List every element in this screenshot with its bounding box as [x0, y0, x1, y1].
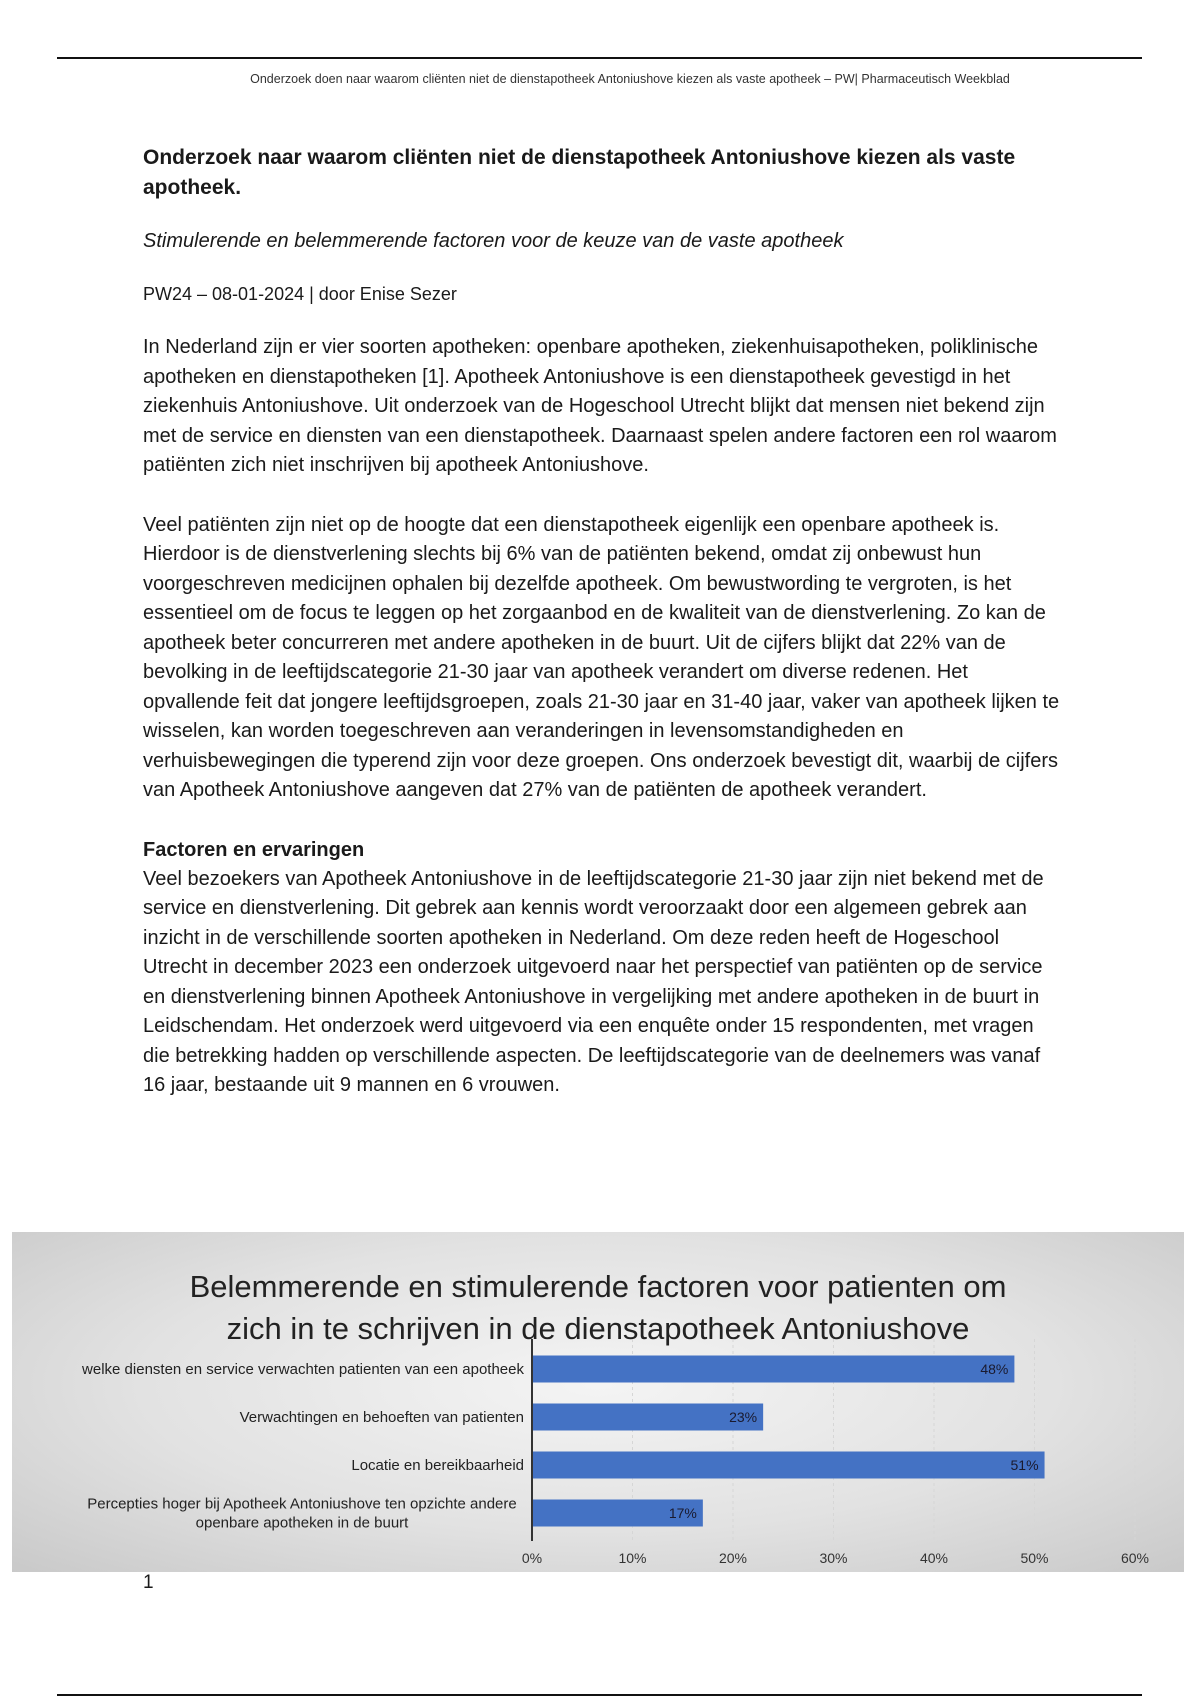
- chart-x-tick-label: 60%: [1120, 1550, 1150, 1566]
- chart-data-label: 23%: [729, 1409, 758, 1425]
- running-header: Onderzoek doen naar waarom cliënten niet de dienstapotheek Antoniushove kiezen als vaste apotheek – PW| Pharmaceutisch Weekblad: [250, 72, 1010, 86]
- chart-x-tick-label: 50%: [1020, 1550, 1049, 1566]
- page-number: 1: [143, 1572, 154, 1593]
- chart-category-label: Locatie en bereikbaarheid: [351, 1457, 524, 1474]
- chart-x-tick-label: 20%: [718, 1550, 748, 1566]
- chart-x-tick-label: 40%: [919, 1550, 949, 1566]
- chart-bar: [533, 1452, 1045, 1479]
- paragraph-intro: In Nederland zijn er vier soorten apotheken: openbare apotheken, ziekenhuisapotheken, poliklinische apotheken en dienstapotheken [1]. Apotheek Antoniushove is een dienstapotheek gevestigd in het ziekenhuis Antoniushove. Uit onderzoek van de Hogeschool Utrecht blijkt dat mensen niet bekend zijn met de service en diensten van een dienstapotheek. Daarnaast spelen andere factoren een rol waarom patiënten zich niet inschrijven bij apotheek Antoniushove.: [143, 336, 1057, 476]
- chart-category-label: welke diensten en service verwachten patienten van een apotheek: [82, 1361, 524, 1378]
- article-subtitle: Stimulerende en belemmerende factoren voor de keuze van de vaste apotheek: [143, 230, 844, 252]
- article-title: Onderzoek naar waarom cliënten niet de dienstapotheek Antoniushove kiezen als vaste apotheek.: [143, 146, 1016, 199]
- chart-category-label: Verwachtingen en behoeften van patienten: [239, 1409, 524, 1426]
- chart-x-tick-label: 10%: [618, 1550, 647, 1566]
- paragraph-awareness: Veel patiënten zijn niet op de hoogte dat een dienstapotheek eigenlijk een openbare apotheek is. Hierdoor is de dienstverlening slechts bij 6% van de patiënten bekend, omdat zij onbewust hun voorgeschreven medicijnen ophalen bij dezelfde apotheek. Om bewustwording te vergroten, is het essentieel om de focus te leggen op het zorgaanbod en de kwaliteit van de dienstverlening. Zo kan de apotheek beter concurreren met andere apotheken in de buurt. Uit de cijfers blijkt dat 22% van de bevolking in de leeftijdscategorie 21-30 jaar van apotheek verandert om diverse redenen. Het opvallende feit dat jongere leeftijdsgroepen, zoals 21-30 jaar en 31-40 jaar, vaker van apotheek lijken te wisselen, kan worden toegeschreven aan veranderingen in levensomstandigheden en verhuisbewegingen die typerend zijn voor deze groepen. Ons onderzoek bevestigt dit, waarbij de cijfers van Apotheek Antoniushove aangeven dat 27% van de patiënten de apotheek verandert.: [143, 513, 1060, 801]
- footer-rule: [57, 1694, 1142, 1696]
- bar-chart: [12, 1232, 1184, 1572]
- chart-category-label: Percepties hoger bij Apotheek Antoniushove ten opzichte andere: [87, 1495, 517, 1513]
- chart-data-label: 17%: [668, 1505, 697, 1521]
- header-rule: [57, 57, 1142, 59]
- section-heading: Factoren en ervaringen: [143, 838, 365, 861]
- article-byline: PW24 – 08-01-2024 | door Enise Sezer: [143, 284, 457, 304]
- chart-category-label: openbare apotheken in de buurt: [195, 1514, 409, 1532]
- chart-title-line-1: Belemmerende en stimulerende factoren voor patienten om: [189, 1269, 1007, 1304]
- paragraph-research: Veel bezoekers van Apotheek Antoniushove in de leeftijdscategorie 21-30 jaar zijn niet bekend met de service en dienstverlening. Dit gebrek aan kennis wordt veroorzaakt door een algemeen gebrek aan inzicht in de verschillende soorten apotheken in Nederland. Om deze reden heeft de Hogeschool Utrecht in december 2023 een onderzoek uitgevoerd naar het perspectief van patiënten op de service en dienstverlening binnen Apotheek Antoniushove in vergelijking met andere apotheken in de buurt in Leidschendam. Het onderzoek werd uitgevoerd via een enquête onder 15 respondenten, met vragen die betrekking hadden op verschillende aspecten. De leeftijdscategorie van de deelnemers was vanaf 16 jaar, bestaande uit 9 mannen en 6 vrouwen.: [143, 867, 1044, 1096]
- chart-data-label: 51%: [1010, 1457, 1039, 1473]
- chart-x-tick-label: 0%: [521, 1550, 543, 1566]
- article-body: [143, 143, 1063, 1131]
- chart-x-tick-label: 30%: [819, 1550, 848, 1566]
- chart-data-label: 48%: [980, 1361, 1009, 1377]
- chart-plot-area: [12, 1232, 1184, 1572]
- chart-title-line-2: zich in te schrijven in de dienstapotheek Antoniushove: [226, 1311, 970, 1346]
- chart-bar: [533, 1356, 1014, 1383]
